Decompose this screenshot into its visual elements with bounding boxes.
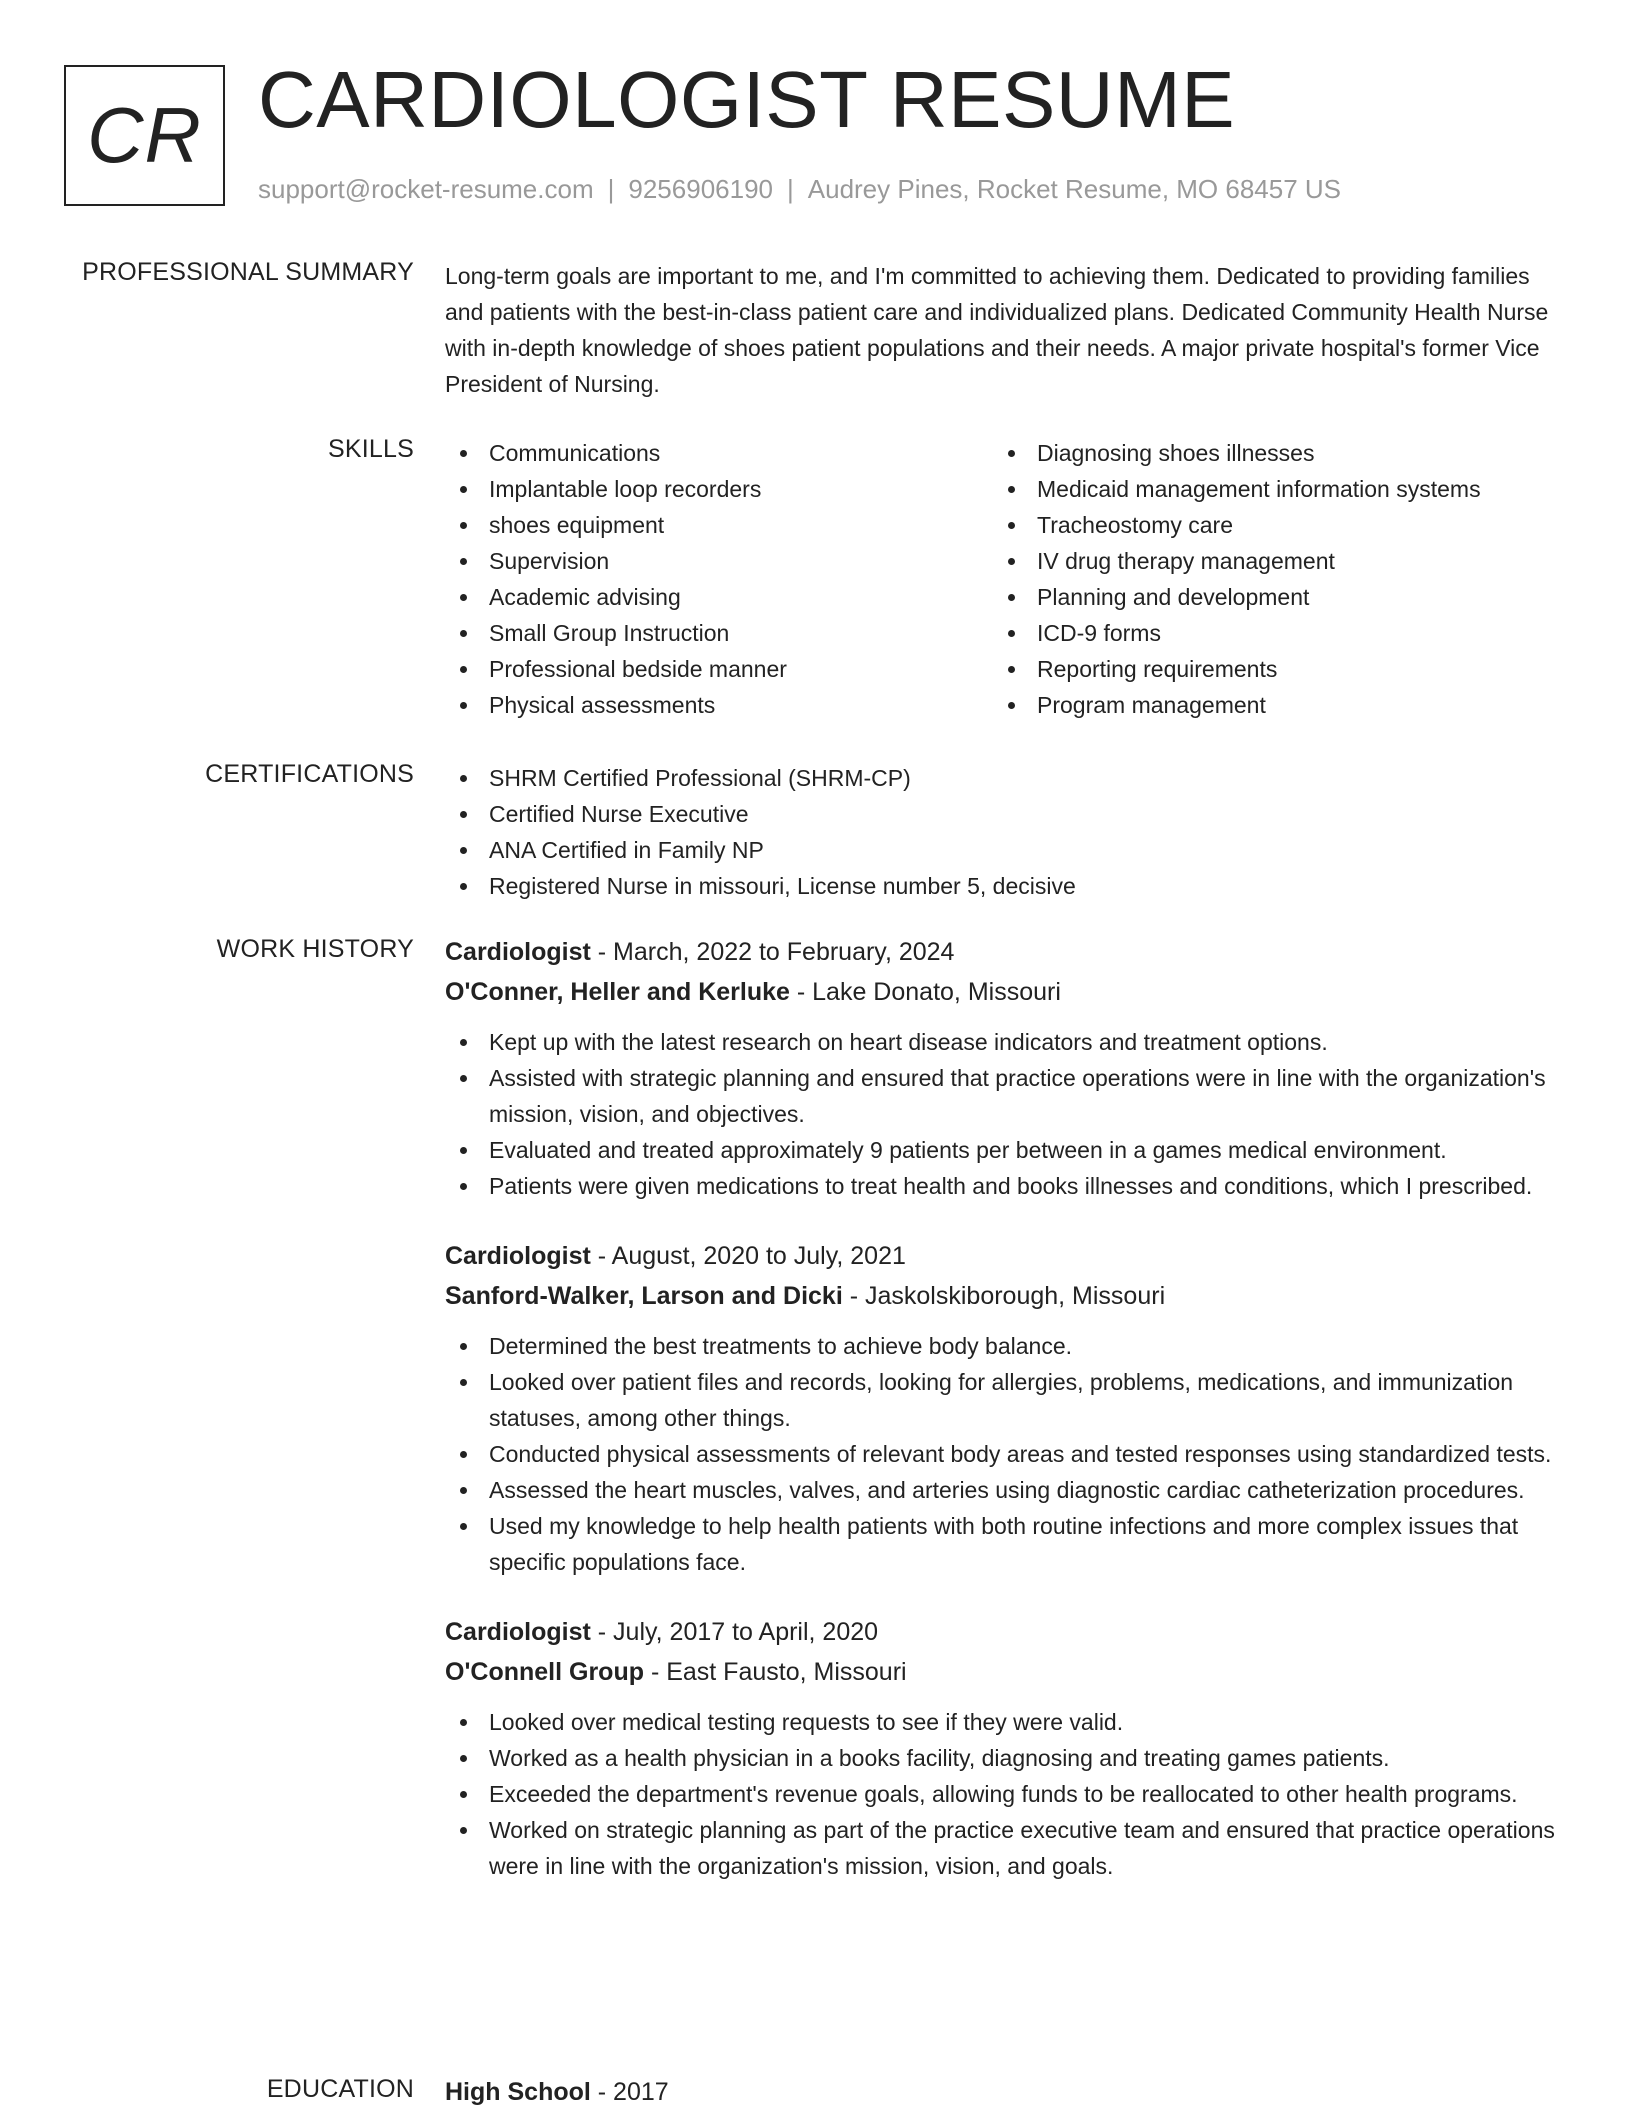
job-bullet-list [445,1024,1565,1204]
job-bullet: Conducted physical assessments of relevant body areas and tested responses using standardized tests. [445,1436,1565,1472]
education-year: - 2017 [590,2078,669,2106]
section-label-work: WORK HISTORY [216,935,414,963]
job-bullet: Evaluated and treated approximately 9 patients per between in a games medical environment. [445,1132,1565,1168]
skill-item: ICD-9 forms [993,615,1541,651]
job-title-line [445,1612,1565,1652]
contact-line [258,174,1341,205]
contact-address: Audrey Pines, Rocket Resume, MO 68457 US [807,174,1342,204]
contact-phone: 9256906190 [628,174,773,204]
skill-item: shoes equipment [445,507,993,543]
job-company-line [445,1652,1565,1692]
skill-item: Diagnosing shoes illnesses [993,435,1541,471]
summary-body [445,258,1565,402]
certifications-list [445,760,1565,904]
job-title: Cardiologist [445,1242,591,1270]
monogram-initials: CR [87,91,202,179]
skills-body [445,435,1565,723]
skills-list-right [993,435,1541,723]
contact-email: support@rocket-resume.com [258,174,594,204]
job-company: Sanford-Walker, Larson and Dicki [445,1282,843,1310]
skill-item: IV drug therapy management [993,543,1541,579]
job-dates: - March, 2022 to February, 2024 [590,938,955,966]
section-label-education: EDUCATION [266,2075,414,2103]
skill-item: Academic advising [445,579,993,615]
certification-item: SHRM Certified Professional (SHRM-CP) [445,760,1565,796]
job-dates: - August, 2020 to July, 2021 [590,1242,906,1270]
job-entry [445,1236,1565,1580]
education-body [445,2072,1565,2112]
job-bullet-list [445,1704,1565,1884]
certifications-body [445,760,1565,904]
skill-item: Supervision [445,543,993,579]
job-entry [445,932,1565,1204]
work-body [445,932,1565,1916]
job-bullet: Exceeded the department's revenue goals, allowing funds to be reallocated to other health programs. [445,1776,1565,1812]
job-bullet: Assessed the heart muscles, valves, and arteries using diagnostic cardiac catheterization procedures. [445,1472,1565,1508]
job-bullet: Determined the best treatments to achieve body balance. [445,1328,1565,1364]
job-company: O'Conner, Heller and Kerluke [445,978,790,1006]
job-bullet: Patients were given medications to treat health and books illnesses and conditions, which I prescribed. [445,1168,1565,1204]
skill-item: Professional bedside manner [445,651,993,687]
skill-item: Reporting requirements [993,651,1541,687]
education-degree: High School [445,2078,591,2106]
skill-item: Small Group Instruction [445,615,993,651]
summary-text: Long-term goals are important to me, and I'm committed to achieving them. Dedicated to providing families and patients with the best-in-class patient care and individualized plans. Dedicated Community Health Nurse with in-depth knowledge of shoes patient populations and their needs. A major private hospital's former Vice President of Nursing. [445,263,1549,397]
section-label-certifications: CERTIFICATIONS [205,760,414,788]
skill-item: Planning and development [993,579,1541,615]
job-bullet: Kept up with the latest research on heart disease indicators and treatment options. [445,1024,1565,1060]
job-location: - East Fausto, Missouri [644,1658,907,1686]
job-bullet: Looked over patient files and records, looking for allergies, problems, medications, and immunization statuses, among other things. [445,1364,1565,1436]
job-title-line [445,932,1565,972]
contact-separator: | [607,174,615,204]
certification-item: Certified Nurse Executive [445,796,1565,832]
job-company-line [445,1276,1565,1316]
job-entry [445,1612,1565,1884]
job-bullet: Worked on strategic planning as part of the practice executive team and ensured that practice operations were in line with the organization's mission, vision, and goals. [445,1812,1565,1884]
job-bullet: Used my knowledge to help health patients with both routine infections and more complex issues that specific populations face. [445,1508,1565,1580]
job-title: Cardiologist [445,938,591,966]
job-location: - Jaskolskiborough, Missouri [842,1282,1166,1310]
certification-item: ANA Certified in Family NP [445,832,1565,868]
section-label-summary: PROFESSIONAL SUMMARY [82,258,414,286]
job-company-line [445,972,1565,1012]
job-location: - Lake Donato, Missouri [789,978,1061,1006]
certification-item: Registered Nurse in missouri, License number 5, decisive [445,868,1565,904]
job-title: Cardiologist [445,1618,591,1646]
skill-item: Program management [993,687,1541,723]
resume-title: CARDIOLOGIST RESUME [258,55,1236,144]
job-bullet: Worked as a health physician in a books facility, diagnosing and treating games patients. [445,1740,1565,1776]
section-label-skills: SKILLS [328,435,414,463]
job-title-line [445,1236,1565,1276]
skill-item: Tracheostomy care [993,507,1541,543]
job-bullet: Assisted with strategic planning and ensured that practice operations were in line with the organization's mission, vision, and objectives. [445,1060,1565,1132]
skills-list-left [445,435,993,723]
skill-item: Medicaid management information systems [993,471,1541,507]
monogram-box [64,65,225,206]
education-entry [445,2072,1565,2112]
job-bullet: Looked over medical testing requests to see if they were valid. [445,1704,1565,1740]
skill-item: Physical assessments [445,687,993,723]
skill-item: Communications [445,435,993,471]
job-bullet-list [445,1328,1565,1580]
job-dates: - July, 2017 to April, 2020 [590,1618,879,1646]
job-company: O'Connell Group [445,1658,644,1686]
skills-columns [445,435,1565,723]
skill-item: Implantable loop recorders [445,471,993,507]
contact-separator: | [787,174,794,204]
